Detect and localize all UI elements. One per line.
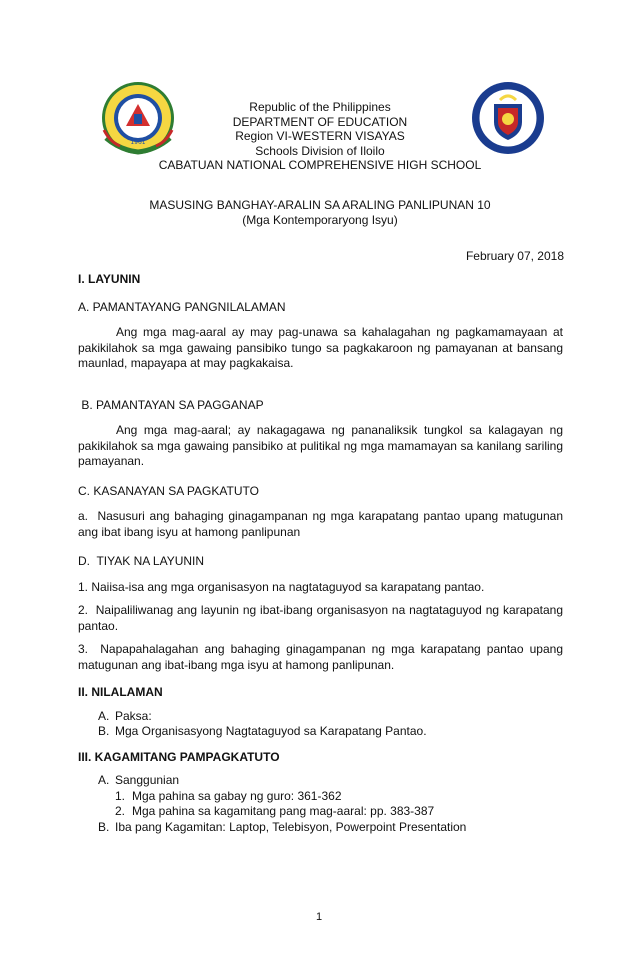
list-marker: A. xyxy=(98,773,110,787)
list-item xyxy=(98,773,563,789)
list-item xyxy=(115,789,563,805)
list-marker: 1. xyxy=(115,788,126,803)
subheading-pamantayang-pangnilalaman: A. PAMANTAYANG PANGNILALAMAN xyxy=(78,299,286,314)
list-marker: A. xyxy=(98,708,110,723)
lesson-title-line-1: MASUSING BANGHAY-ARALIN SA ARALING PANLIPUNAN 10 xyxy=(149,198,491,212)
list-item-text: Mga pahina sa kagamitang pang mag-aaral: pp. 383-387 xyxy=(132,804,435,818)
list-item-text: Mga Organisasyong Nagtataguyod sa Karapatang Pantao. xyxy=(115,724,427,738)
subheading-pamantayan-sa-pagganap: B. PAMANTAYAN SA PAGGANAP xyxy=(78,397,264,412)
document-body xyxy=(78,272,567,835)
seal-year: 1961 xyxy=(130,139,146,146)
kagamitan-list xyxy=(78,773,563,789)
list-marker: 2. xyxy=(115,804,126,818)
list-item xyxy=(98,820,563,836)
document-date: February 07, 2018 xyxy=(465,249,564,263)
list-item xyxy=(98,724,563,740)
sanggunian-sublist xyxy=(78,789,563,820)
page-number: 1 xyxy=(315,911,323,923)
list-item-text: Mga pahina sa gabay ng guro: 361-362 xyxy=(132,788,342,803)
letterhead-line-4: Schools Division of Iloilo xyxy=(255,143,385,158)
paragraph-pamantayan-sa-pagganap: Ang mga mag-aaral; ay nakagagawa ng pananaliksik tungkol sa kalagayan ng pakikilahok sa mga gawaing pansibiko at pulitikal ng mga mamamayan sa kanilang sariling pamayanan. xyxy=(78,423,563,468)
list-item xyxy=(98,709,563,725)
list-marker: B. xyxy=(98,724,110,738)
list-item xyxy=(115,804,563,820)
kagamitan-list-b xyxy=(78,820,563,836)
list-item-text: Iba pang Kagamitan: Laptop, Telebisyon, Powerpoint Presentation xyxy=(115,819,467,834)
letterhead-line-3: Region VI-WESTERN VISAYAS xyxy=(235,129,405,144)
section-heading-kagamitang-pampagkatuto: III. KAGAMITANG PAMPAGKATUTO xyxy=(78,749,280,764)
subheading-kasanayan-sa-pagkatuto: C. KASANAYAN SA PAGKATUTO xyxy=(78,483,259,498)
nilalaman-list xyxy=(78,709,563,740)
lesson-title xyxy=(120,198,520,227)
section-heading-nilalaman: II. NILALAMAN xyxy=(78,685,163,699)
letterhead-line-5: CABATUAN NATIONAL COMPREHENSIVE HIGH SCHOOL xyxy=(158,158,482,173)
list-item-text: Sanggunian xyxy=(115,773,180,787)
letterhead-line-2: DEPARTMENT OF EDUCATION xyxy=(232,114,408,129)
subheading-tiyak-na-layunin: D. TIYAK NA LAYUNIN xyxy=(78,554,205,568)
objective-item-2: 2. Naipaliliwanag ang layunin ng ibat-ibang organisasyon na nagtataguyod ng karapatang pantao. xyxy=(78,603,567,633)
section-heading-layunin: I. LAYUNIN xyxy=(78,272,141,286)
objective-item-1: 1. Naiisa-isa ang mga organisasyon na nagtataguyod sa karapatang pantao. xyxy=(78,579,485,594)
paragraph-kasanayan: a. Nasusuri ang bahaging ginagampanan ng mga karapatang pantao upang matugunan ang ibat ibang isyu at hamong panlipunan xyxy=(78,509,567,539)
lesson-title-line-2: (Mga Kontemporaryong Isyu) xyxy=(242,212,398,227)
list-marker: B. xyxy=(98,819,110,834)
list-item-text: Paksa: xyxy=(115,708,152,723)
objective-item-3: 3. Napapahalagahan ang bahaging ginagampanan ng mga karapatang pantao upang matugunan ang ibat-ibang mga isyu at hamong panlipunan. xyxy=(78,642,567,672)
letterhead xyxy=(150,100,490,173)
letterhead-line-1: Republic of the Philippines xyxy=(249,100,391,114)
paragraph-pamantayang-pangnilalaman: Ang mga mag-aaral ay may pag-unawa sa kahalagahan ng pagkamamayaan at pakikilahok sa mga gawaing pansibiko tungo sa pagkakaroon ng pamayanan at bansang maunlad, mapayapa at may pagkakaisa. xyxy=(78,325,563,370)
